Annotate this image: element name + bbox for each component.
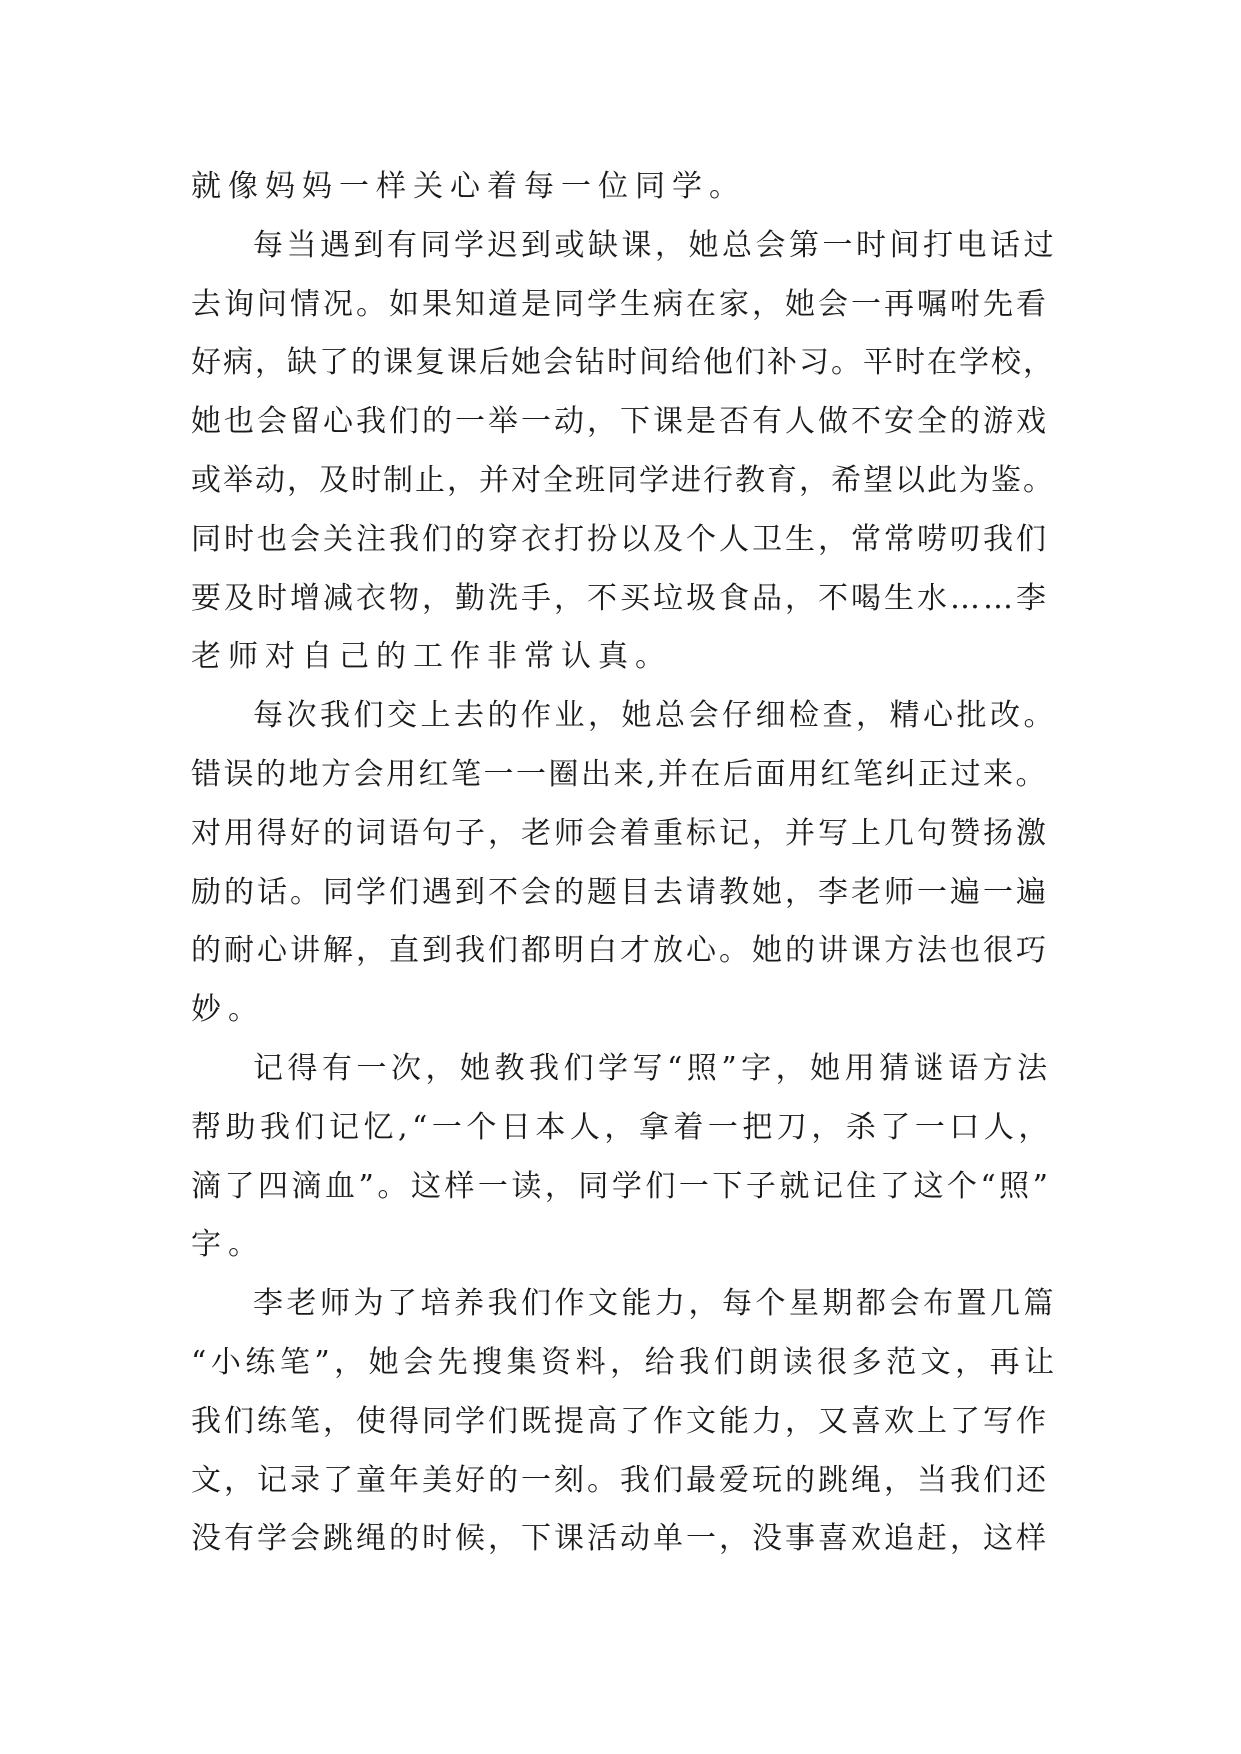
text-line: 妙。: [191, 992, 265, 1028]
text-line: 帮助我们记忆,“一个日本人，拿着一把刀，杀了一口人，: [191, 1109, 1053, 1145]
text-line: 错误的地方会用红笔一一圈出来,并在后面用红笔纠正过来。: [191, 756, 1049, 792]
text-line: 字。: [191, 1227, 265, 1263]
text-line: 没有学会跳绳的时候，下课活动单一，没事喜欢追赶，这样: [191, 1521, 1049, 1557]
text-line: 就像妈妈一样关心着每一位同学。: [191, 169, 746, 204]
text-line: 老师对自己的工作非常认真。: [191, 639, 672, 675]
text-line: 要及时增减衣物，勤洗手，不买垃圾食品，不喝生水……李: [191, 580, 1049, 616]
text-line: 滴了四滴血”。这样一读，同学们一下子就记住了这个“照”: [191, 1168, 1052, 1204]
text-line: 励的话。同学们遇到不会的题目去请教她，李老师一遍一遍: [191, 874, 1049, 910]
text-line: 同时也会关注我们的穿衣打扮以及个人卫生，常常唠叨我们: [191, 521, 1049, 557]
text-line: 的耐心讲解，直到我们都明白才放心。她的讲课方法也很巧: [191, 933, 1049, 969]
text-line: 每当遇到有同学迟到或缺课，她总会第一时间打电话过: [253, 227, 1057, 263]
document-body: [191, 158, 1061, 1569]
text-line: 文，记录了童年美好的一刻。我们最爱玩的跳绳，当我们还: [191, 1462, 1049, 1498]
text-line: 好病，缺了的课复课后她会钻时间给他们补习。平时在学校，: [191, 345, 1055, 381]
text-line: 去询问情况。如果知道是同学生病在家，她会一再嘱咐先看: [191, 286, 1049, 322]
text-line: 每次我们交上去的作业，她总会仔细检查，精心批改。: [253, 698, 1057, 734]
text-line: 李老师为了培养我们作文能力，每个星期都会布置几篇: [253, 1286, 1057, 1322]
text-line: 我们练笔，使得同学们既提高了作文能力，又喜欢上了写作: [191, 1403, 1049, 1439]
text-line: 记得有一次，她教我们学写“照”字，她用猜谜语方法: [253, 1050, 1052, 1086]
text-line: 或举动，及时制止，并对全班同学进行教育，希望以此为鉴。: [191, 462, 1055, 498]
text-line: “小练笔”，她会先搜集资料，给我们朗读很多范文，再让: [191, 1344, 1059, 1380]
text-line: 她也会留心我们的一举一动，下课是否有人做不安全的游戏: [191, 404, 1049, 440]
text-line: 对用得好的词语句子，老师会着重标记，并写上几句赞扬激: [191, 815, 1049, 851]
